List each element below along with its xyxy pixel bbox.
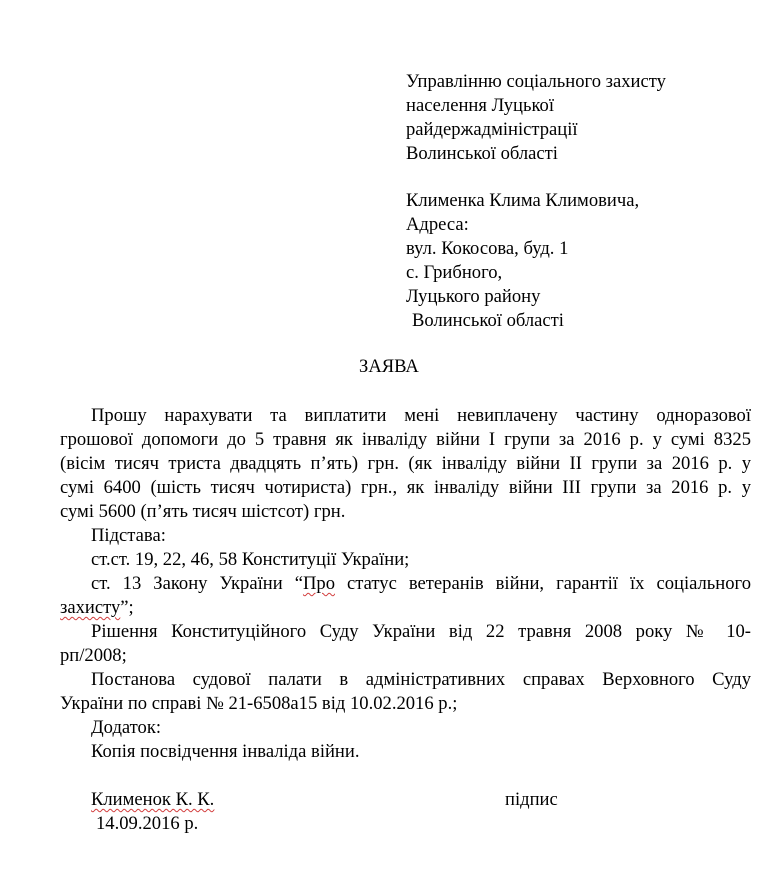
document-title: ЗАЯВА — [359, 356, 419, 377]
attachment-label: Додаток: — [91, 717, 162, 738]
signature-date: 14.09.2016 р. — [96, 813, 199, 834]
basis-item-2-line-2 — [60, 597, 134, 619]
signature-label: підпис — [505, 789, 558, 810]
body-line-3: (вісім тисяч триста двадцять п’ять) грн. (як інваліду війни ІІ групи за 2016 р. у — [60, 453, 751, 474]
basis-item-3-line-2: рп/2008; — [60, 645, 127, 666]
address-region: Волинської області — [412, 310, 564, 331]
basis-item-4-line-1: Постанова судової палати в адміністративних справах Верховного Суду — [91, 669, 751, 690]
basis-item-2-part-c: статус ветеранів війни, гарантії їх соціального — [335, 573, 751, 594]
basis-item-2-part-d: захисту — [60, 597, 121, 618]
applicant-name: Клименка Клима Климовича, — [406, 190, 640, 211]
basis-item-2-part-a: ст. 13 Закону України “ — [91, 573, 303, 594]
recipient-line-4: Волинської області — [406, 143, 558, 164]
body-line-2: грошової допомоги до 5 травня як інваліду війни І групи за 2016 р. у сумі 8325 — [60, 429, 751, 450]
address-village: с. Грибного, — [406, 262, 503, 283]
address-label: Адреса: — [406, 214, 469, 235]
body-line-5: сумі 5600 (п’ять тисяч шістсот) грн. — [60, 501, 346, 522]
basis-item-2-part-e: ”; — [120, 597, 134, 618]
basis-item-1: ст.ст. 19, 22, 46, 58 Конституції України; — [91, 549, 410, 570]
basis-item-4-line-2: України по справі № 21-6508а15 від 10.02.2016 р.; — [60, 693, 458, 714]
body-line-4: сумі 6400 (шість тисяч чотириста) грн., як інваліду війни ІІІ групи за 2016 р. у — [60, 477, 751, 498]
basis-item-2-line-1 — [91, 573, 751, 595]
signature-name-text: Клименок К. К. — [91, 789, 215, 810]
address-district: Луцького району — [406, 286, 541, 307]
basis-item-3-line-1: Рішення Конституційного Суду України від 22 травня 2008 року № 10- — [91, 621, 751, 642]
address-street: вул. Кокосова, буд. 1 — [406, 238, 569, 259]
body-line-1: Прошу нарахувати та виплатити мені невиплачену частину одноразової — [91, 405, 751, 426]
signature-name — [91, 789, 214, 811]
recipient-line-1: Управлінню соціального захисту — [406, 71, 666, 92]
recipient-line-3: райдержадміністрації — [406, 119, 578, 140]
basis-label: Підстава: — [91, 525, 166, 546]
recipient-line-2: населення Луцької — [406, 95, 554, 116]
basis-item-2-part-b: Про — [302, 573, 335, 594]
attachment-item-1: Копія посвідчення інваліда війни. — [91, 741, 360, 762]
